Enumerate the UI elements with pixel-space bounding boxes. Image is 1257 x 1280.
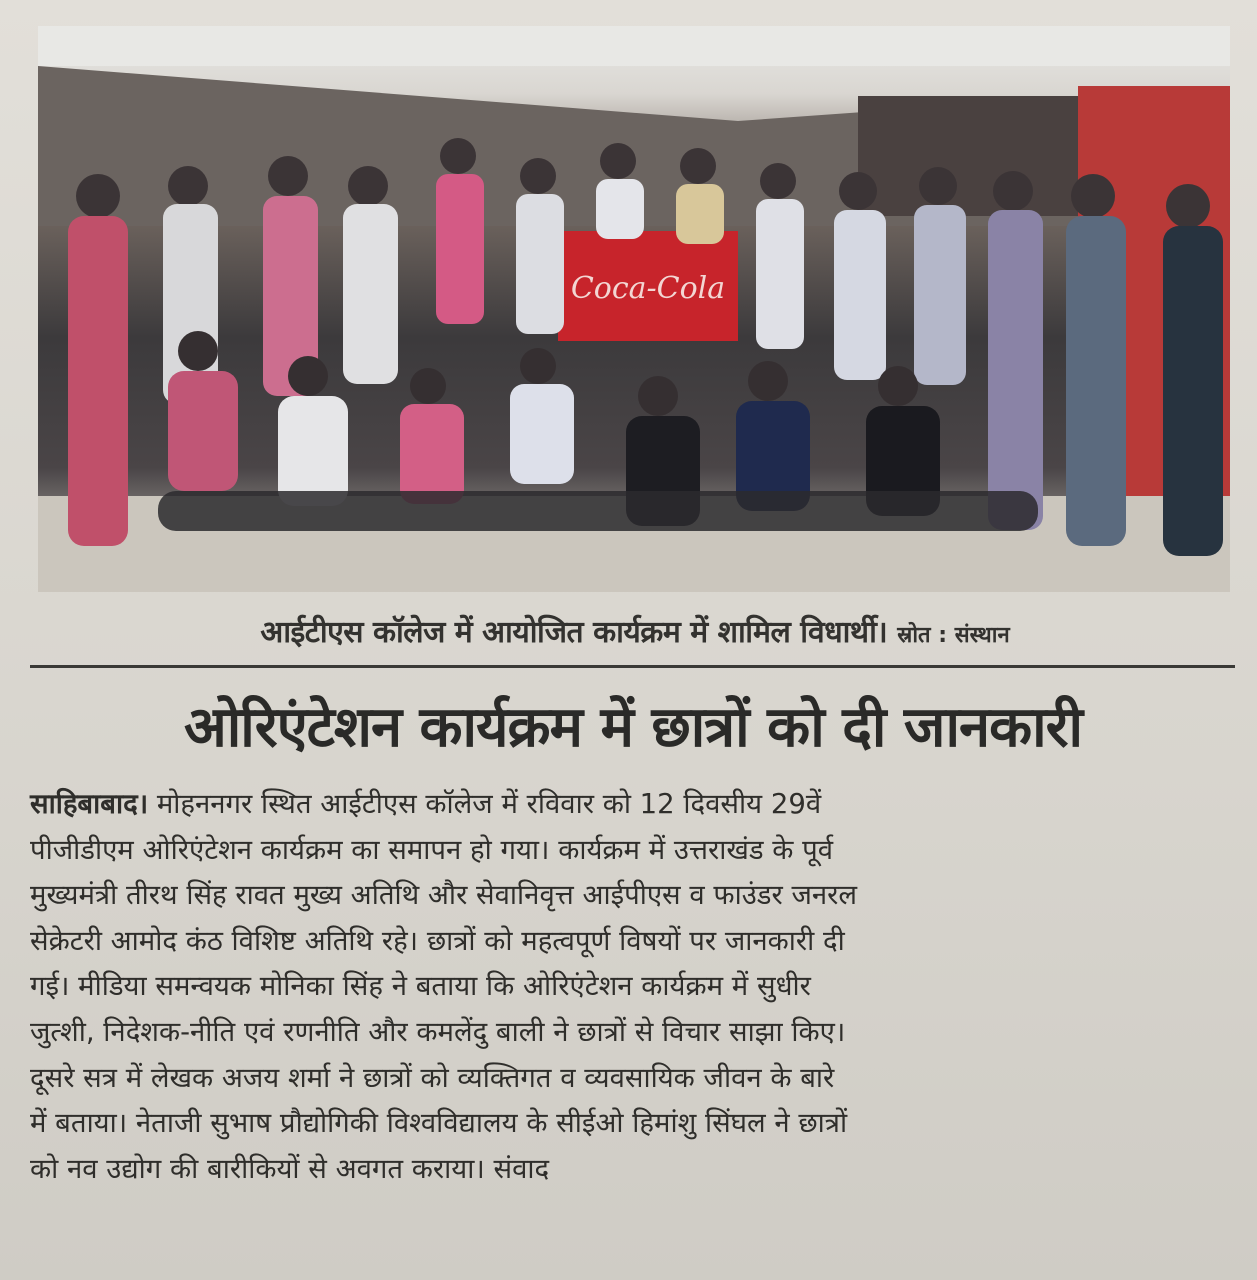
photo-caption: [40, 610, 1230, 654]
caption-source: स्रोत : संस्थान: [897, 623, 1010, 648]
banner-text: Coca-Cola: [570, 271, 726, 306]
body-line: जुत्शी, निदेशक-नीति एवं रणनीति और कमलेंदु बाली ने छात्रों से विचार साझा किए।: [30, 1015, 846, 1048]
body-line: मुख्यमंत्री तीरथ सिंह रावत मुख्य अतिथि और सेवानिवृत्त आईपीएस व फाउंडर जनरल: [30, 879, 858, 912]
body-line: सेक्रेटरी आमोद कंठ विशिष्ट अतिथि रहे। छात्रों को महत्वपूर्ण विषयों पर जानकारी दी: [30, 924, 845, 957]
article-body: [30, 782, 1235, 1192]
article-headline: ओरिएंटेशन कार्यक्रम में छात्रों को दी जानकारी: [184, 695, 1082, 760]
group-photo-illustration: [38, 26, 1230, 592]
divider-rule: [30, 665, 1235, 668]
body-line: दूसरे सत्र में लेखक अजय शर्मा ने छात्रों को व्यक्तिगत व व्यवसायिक जीवन के बारे: [30, 1061, 835, 1094]
body-line: [30, 782, 1235, 828]
caption-text: आईटीएस कॉलेज में आयोजित कार्यक्रम में शामिल विधार्थी।: [260, 615, 888, 650]
body-line: गई। मीडिया समन्वयक मोनिका सिंह ने बताया कि ओरिएंटेशन कार्यक्रम में सुधीर: [30, 970, 811, 1003]
body-line: को नव उद्योग की बारीकियों से अवगत कराया। संवाद: [30, 1152, 550, 1185]
group-photo: [38, 26, 1230, 592]
body-line: पीजीडीएम ओरिएंटेशन कार्यक्रम का समापन हो गया। कार्यक्रम में उत्तराखंड के पूर्व: [30, 833, 834, 866]
dateline: साहिबाबाद।: [30, 788, 149, 820]
body-line: में बताया। नेताजी सुभाष प्रौद्योगिकी विश्वविद्यालय के सीईओ हिमांशु सिंघल ने छात्रों: [30, 1107, 848, 1140]
body-line-text: मोहननगर स्थित आईटीएस कॉलेज में रविवार को 12 दिवसीय 29वें: [148, 788, 822, 820]
